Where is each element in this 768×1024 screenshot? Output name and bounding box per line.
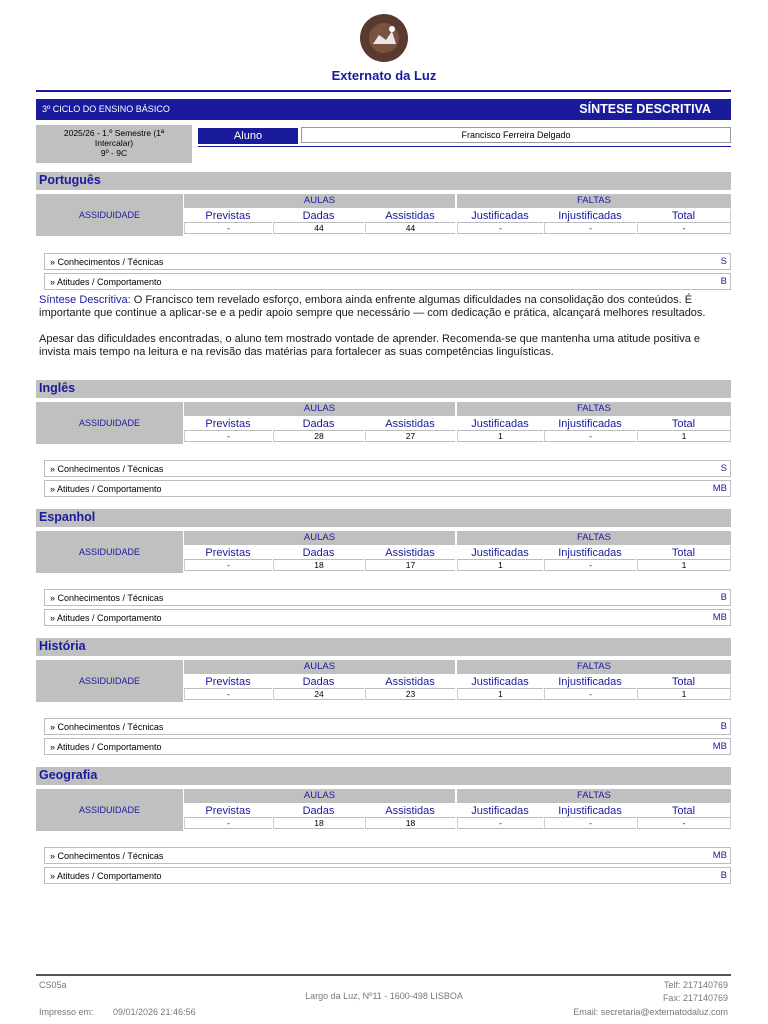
col-justificadas: Justificadas: [457, 675, 543, 689]
subject-name: Português: [39, 173, 101, 187]
attitudes-row: [44, 738, 731, 755]
col-previstas: Previstas: [184, 546, 272, 560]
synthesis-text: [39, 294, 731, 359]
attitudes-row: [44, 609, 731, 626]
footer-email: Email: secretaria@externatodaluz.com: [573, 1007, 728, 1017]
knowledge-grade: S: [720, 256, 727, 267]
footer-address: Largo da Luz, Nº11 - 1600-498 LISBOA: [305, 991, 463, 1001]
period-box: [36, 125, 192, 163]
knowledge-row: [44, 460, 731, 477]
synthesis-label: Síntese Descritiva:: [39, 294, 131, 306]
col-total: Total: [637, 675, 731, 689]
subject-header: [36, 380, 731, 398]
footer-fax: Fax: 217140769: [662, 993, 728, 1003]
footer-divider: [36, 974, 731, 976]
aulas-header: AULAS: [184, 194, 455, 208]
col-total: Total: [637, 546, 731, 560]
student-label: Aluno: [198, 128, 298, 144]
report-title: SÍNTESE DESCRITIVA: [579, 102, 711, 116]
knowledge-grade: B: [720, 592, 727, 603]
value-dadas: 28: [273, 431, 364, 442]
value-previstas: -: [184, 560, 272, 571]
footer-code: CS05a: [39, 980, 67, 990]
col-injustificadas: Injustificadas: [544, 546, 636, 560]
subject-header: [36, 767, 731, 785]
value-total: -: [637, 223, 731, 234]
value-total: 1: [637, 689, 731, 700]
value-justificadas: -: [457, 223, 543, 234]
knowledge-row: [44, 589, 731, 606]
value-injustificadas: -: [544, 223, 636, 234]
header-divider: [36, 90, 731, 92]
attitudes-label: » Atitudes / Comportamento: [50, 742, 162, 752]
knowledge-label: » Conhecimentos / Técnicas: [50, 722, 164, 732]
value-total: -: [637, 818, 731, 829]
value-assistidas: 27: [365, 431, 455, 442]
value-previstas: -: [184, 223, 272, 234]
knowledge-row: [44, 718, 731, 735]
col-total: Total: [637, 804, 731, 818]
knowledge-label: » Conhecimentos / Técnicas: [50, 593, 164, 603]
knowledge-grade: B: [720, 721, 727, 732]
attitudes-label: » Atitudes / Comportamento: [50, 484, 162, 494]
col-previstas: Previstas: [184, 417, 272, 431]
subject-name: Inglês: [39, 381, 76, 395]
value-injustificadas: -: [544, 431, 636, 442]
attitudes-grade: MB: [712, 612, 727, 623]
subject-header: [36, 638, 731, 656]
col-justificadas: Justificadas: [457, 209, 543, 223]
col-assistidas: Assistidas: [365, 804, 455, 818]
col-dadas: Dadas: [273, 546, 364, 560]
aulas-header: AULAS: [184, 789, 455, 803]
subject-name: História: [39, 639, 86, 653]
value-justificadas: 1: [457, 689, 543, 700]
assiduidade-label: ASSIDUIDADE: [36, 789, 183, 831]
value-previstas: -: [184, 431, 272, 442]
value-injustificadas: -: [544, 689, 636, 700]
value-assistidas: 17: [365, 560, 455, 571]
report-banner: [36, 99, 731, 120]
col-injustificadas: Injustificadas: [544, 209, 636, 223]
col-dadas: Dadas: [273, 417, 364, 431]
value-dadas: 24: [273, 689, 364, 700]
value-assistidas: 18: [365, 818, 455, 829]
col-total: Total: [637, 417, 731, 431]
col-assistidas: Assistidas: [365, 675, 455, 689]
school-name: Externato da Luz: [331, 68, 437, 83]
attitudes-row: [44, 867, 731, 884]
aulas-header: AULAS: [184, 531, 455, 545]
faltas-header: FALTAS: [457, 789, 731, 803]
value-assistidas: 23: [365, 689, 455, 700]
col-justificadas: Justificadas: [457, 804, 543, 818]
knowledge-label: » Conhecimentos / Técnicas: [50, 257, 164, 267]
faltas-header: FALTAS: [457, 660, 731, 674]
subject-name: Geografia: [39, 768, 98, 782]
value-assistidas: 44: [365, 223, 455, 234]
value-injustificadas: -: [544, 560, 636, 571]
knowledge-label: » Conhecimentos / Técnicas: [50, 464, 164, 474]
knowledge-row: [44, 847, 731, 864]
col-assistidas: Assistidas: [365, 417, 455, 431]
cycle-label: 3º CICLO DO ENSINO BÁSICO: [42, 104, 170, 114]
aulas-header: AULAS: [184, 660, 455, 674]
student-divider: [198, 146, 731, 147]
faltas-header: FALTAS: [457, 531, 731, 545]
col-total: Total: [637, 209, 731, 223]
synthesis-paragraph-2: Apesar das dificuldades encontradas, o aluno tem mostrado vontade de aprender. Recomenda-se que mantenha uma atitude positiva e invista mais tempo na leitura e na revisão das matérias para fortalecer as suas competências linguísticas.: [39, 333, 701, 358]
attitudes-row: [44, 480, 731, 497]
value-dadas: 18: [273, 560, 364, 571]
attitudes-grade: MB: [712, 741, 727, 752]
period-line1: 2025/26 - 1.º Semestre (1ª: [63, 128, 165, 138]
value-justificadas: 1: [457, 431, 543, 442]
knowledge-grade: MB: [712, 850, 727, 861]
footer-phone: Telf: 217140769: [663, 980, 728, 990]
attitudes-row: [44, 273, 731, 290]
attitudes-grade: B: [720, 276, 727, 287]
assiduidade-label: ASSIDUIDADE: [36, 660, 183, 702]
col-injustificadas: Injustificadas: [544, 804, 636, 818]
value-justificadas: 1: [457, 560, 543, 571]
value-total: 1: [637, 431, 731, 442]
attitudes-grade: MB: [712, 483, 727, 494]
value-dadas: 18: [273, 818, 364, 829]
knowledge-label: » Conhecimentos / Técnicas: [50, 851, 164, 861]
value-previstas: -: [184, 818, 272, 829]
col-assistidas: Assistidas: [365, 209, 455, 223]
value-justificadas: -: [457, 818, 543, 829]
printed-date: 09/01/2026 21:46:56: [113, 1007, 196, 1017]
printed-label: Impresso em:: [39, 1007, 94, 1017]
col-previstas: Previstas: [184, 804, 272, 818]
faltas-header: FALTAS: [457, 402, 731, 416]
col-previstas: Previstas: [184, 675, 272, 689]
assiduidade-label: ASSIDUIDADE: [36, 402, 183, 444]
knowledge-row: [44, 253, 731, 270]
value-total: 1: [637, 560, 731, 571]
assiduidade-label: ASSIDUIDADE: [36, 531, 183, 573]
subject-name: Espanhol: [39, 510, 96, 524]
attitudes-label: » Atitudes / Comportamento: [50, 277, 162, 287]
synthesis-paragraph-1: O Francisco tem revelado esforço, embora ainda enfrente algumas dificuldades na consolidação dos conteúdos. É importante que continue a aplicar-se e a pedir apoio sempre que necessário — com dedicação e prática, alcançará melhores resultados.: [39, 294, 706, 319]
assiduidade-label: ASSIDUIDADE: [36, 194, 183, 236]
class-label: 9º - 9C: [100, 148, 128, 158]
col-assistidas: Assistidas: [365, 546, 455, 560]
student-name: Francisco Ferreira Delgado: [301, 127, 731, 143]
col-dadas: Dadas: [273, 675, 364, 689]
col-dadas: Dadas: [273, 804, 364, 818]
value-dadas: 44: [273, 223, 364, 234]
col-justificadas: Justificadas: [457, 546, 543, 560]
knowledge-grade: S: [720, 463, 727, 474]
subject-header: [36, 172, 731, 190]
value-previstas: -: [184, 689, 272, 700]
attitudes-label: » Atitudes / Comportamento: [50, 871, 162, 881]
aulas-header: AULAS: [184, 402, 455, 416]
period-line2: Intercalar): [94, 138, 134, 148]
col-justificadas: Justificadas: [457, 417, 543, 431]
subject-header: [36, 509, 731, 527]
col-injustificadas: Injustificadas: [544, 417, 636, 431]
col-injustificadas: Injustificadas: [544, 675, 636, 689]
col-previstas: Previstas: [184, 209, 272, 223]
value-injustificadas: -: [544, 818, 636, 829]
attitudes-grade: B: [720, 870, 727, 881]
attitudes-label: » Atitudes / Comportamento: [50, 613, 162, 623]
col-dadas: Dadas: [273, 209, 364, 223]
faltas-header: FALTAS: [457, 194, 731, 208]
school-logo: [359, 13, 409, 63]
